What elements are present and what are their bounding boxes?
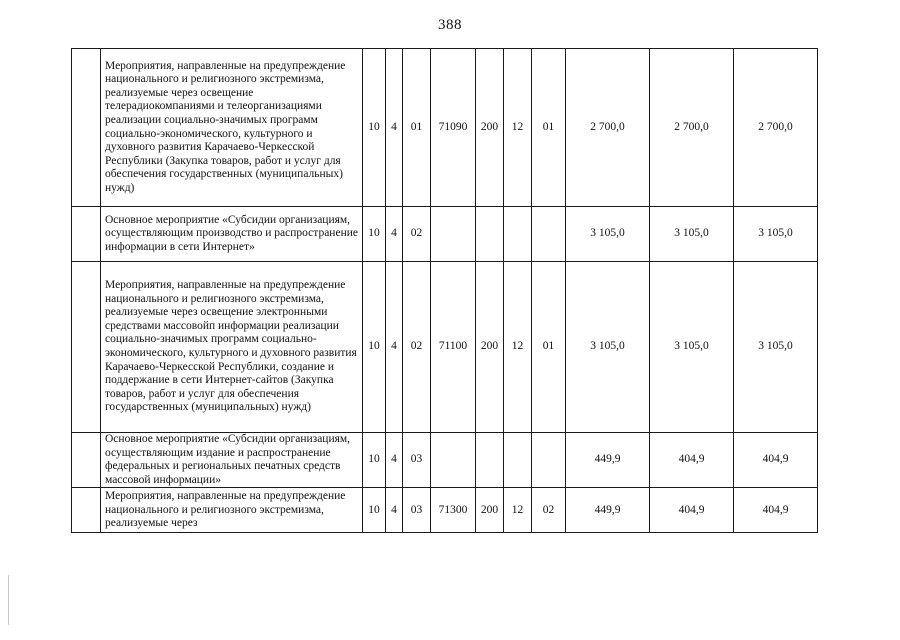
program-code-cell: 10 — [363, 207, 386, 262]
amount-year-1-cell: 2 700,0 — [566, 49, 650, 207]
amount-year-2-cell: 404,9 — [650, 488, 734, 533]
amount-year-2-cell: 3 105,0 — [650, 207, 734, 262]
expense-type-cell: 200 — [476, 49, 504, 207]
section-code-cell — [504, 207, 532, 262]
main-event-code-cell: 03 — [403, 488, 431, 533]
amount-year-3-cell: 404,9 — [734, 433, 818, 488]
table-row — [72, 433, 818, 488]
amount-year-2-cell: 404,9 — [650, 433, 734, 488]
section-code-cell: 12 — [504, 49, 532, 207]
direction-code-cell — [431, 433, 476, 488]
amount-year-1-cell: 3 105,0 — [566, 207, 650, 262]
main-event-code-cell: 02 — [403, 207, 431, 262]
table-row — [72, 207, 818, 262]
section-code-cell — [504, 433, 532, 488]
section-code-cell: 12 — [504, 262, 532, 433]
table-row — [72, 49, 818, 207]
program-code-cell: 10 — [363, 262, 386, 433]
program-code-cell: 10 — [363, 49, 386, 207]
blank-cell — [72, 49, 101, 207]
amount-year-1-cell: 449,9 — [566, 488, 650, 533]
subprogram-code-cell: 4 — [386, 207, 403, 262]
amount-year-3-cell: 404,9 — [734, 488, 818, 533]
blank-cell — [72, 207, 101, 262]
scan-edge-mark — [8, 575, 9, 625]
blank-cell — [72, 488, 101, 533]
subsection-code-cell — [532, 207, 566, 262]
amount-year-3-cell: 3 105,0 — [734, 262, 818, 433]
direction-code-cell — [431, 207, 476, 262]
table-row — [72, 262, 818, 433]
main-event-code-cell: 01 — [403, 49, 431, 207]
description-cell: Основное мероприятие «Субсидии организациям, осуществляющим издание и распространение федеральных и региональных печатных средств массовой информации» — [101, 433, 363, 488]
expense-type-cell: 200 — [476, 262, 504, 433]
expense-type-cell: 200 — [476, 488, 504, 533]
direction-code-cell: 71300 — [431, 488, 476, 533]
subsection-code-cell: 01 — [532, 49, 566, 207]
description-cell: Основное мероприятие «Субсидии организациям, осуществляющим производство и распространение информации в сети Интернет» — [101, 207, 363, 262]
direction-code-cell: 71090 — [431, 49, 476, 207]
amount-year-2-cell: 3 105,0 — [650, 262, 734, 433]
subsection-code-cell: 01 — [532, 262, 566, 433]
main-event-code-cell: 03 — [403, 433, 431, 488]
subprogram-code-cell: 4 — [386, 488, 403, 533]
main-event-code-cell: 02 — [403, 262, 431, 433]
blank-cell — [72, 433, 101, 488]
amount-year-1-cell: 449,9 — [566, 433, 650, 488]
program-code-cell: 10 — [363, 433, 386, 488]
page-number: 388 — [438, 17, 462, 33]
direction-code-cell: 71100 — [431, 262, 476, 433]
section-code-cell: 12 — [504, 488, 532, 533]
amount-year-3-cell: 3 105,0 — [734, 207, 818, 262]
amount-year-2-cell: 2 700,0 — [650, 49, 734, 207]
description-cell: Мероприятия, направленные на предупреждение национального и религиозного экстремизма, реализуемые через — [101, 488, 363, 533]
blank-cell — [72, 262, 101, 433]
amount-year-1-cell: 3 105,0 — [566, 262, 650, 433]
subprogram-code-cell: 4 — [386, 49, 403, 207]
subprogram-code-cell: 4 — [386, 262, 403, 433]
subprogram-code-cell: 4 — [386, 433, 403, 488]
budget-table — [71, 48, 818, 533]
expense-type-cell — [476, 207, 504, 262]
program-code-cell: 10 — [363, 488, 386, 533]
description-cell: Мероприятия, направленные на предупреждение национального и религиозного экстремизма, реализуемые через освещение электронными средствами массовойп информации реализации социально-значимых программ социально-экономического, культурного и духовного развития Карачаево-Черкесской Республики, создание и поддержание в сети Интернет-сайтов (Закупка товаров, работ и услуг для обеспечения государственных (муниципальных) нужд) — [101, 262, 363, 433]
amount-year-3-cell: 2 700,0 — [734, 49, 818, 207]
description-cell: Мероприятия, направленные на предупреждение национального и религиозного экстремизма, реализуемые через освещение телерадиокомпаниями и телеорганизациями реализации социально-значимых программ социально-экономического, культурного и духовного развития Карачаево-Черкесской Республики (Закупка товаров, работ и услуг для обеспечения государственных (муниципальных) нужд) — [101, 49, 363, 207]
expense-type-cell — [476, 433, 504, 488]
table-row — [72, 488, 818, 533]
subsection-code-cell — [532, 433, 566, 488]
subsection-code-cell: 02 — [532, 488, 566, 533]
